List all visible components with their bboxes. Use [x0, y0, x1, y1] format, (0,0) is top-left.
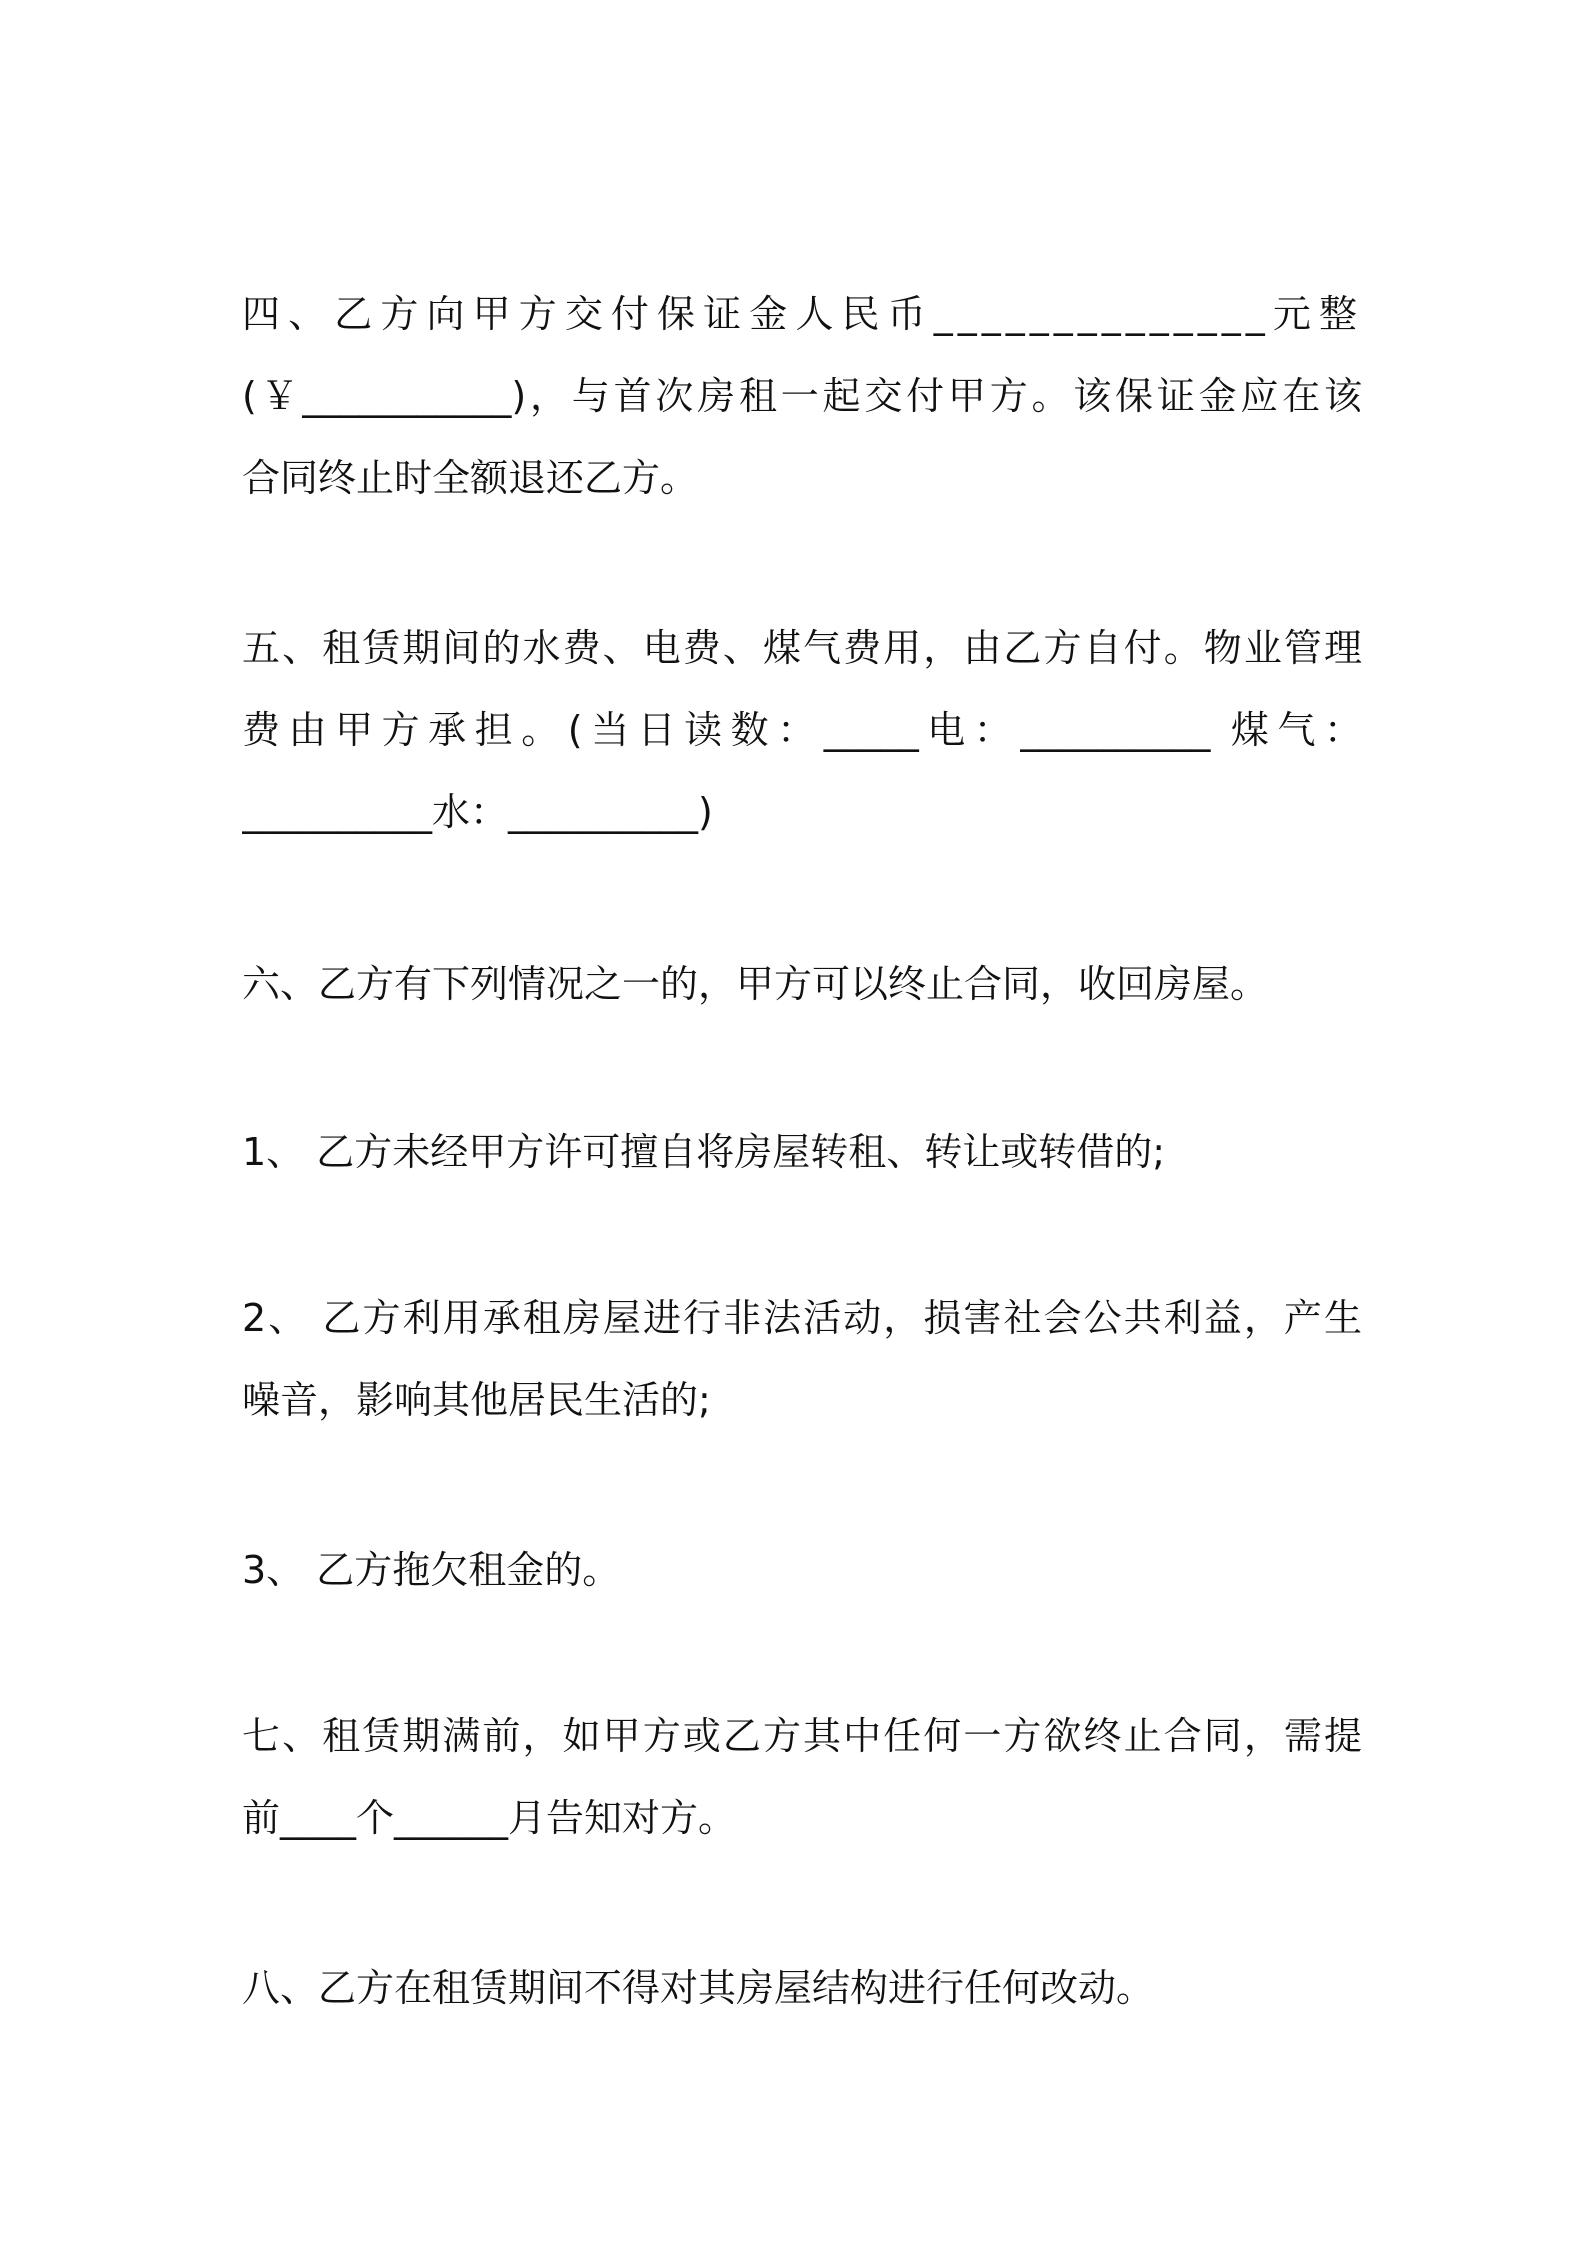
clause-4-line-3: 合同终止时全额退还乙方。: [242, 456, 699, 500]
clause-7-line-1: 七、租赁期满前，如甲方或乙方其中任何一方欲终止合同，需提: [242, 1714, 1362, 1758]
clause-5-line-3: __________水：__________): [242, 790, 713, 834]
clause-6-item-2-line-2: 噪音，影响其他居民生活的;: [242, 1378, 711, 1422]
clause-4-line-1: 四、乙方向甲方交付保证金人民币______________元整: [242, 292, 1362, 336]
clause-5-line-1: 五、租赁期间的水费、电费、煤气费用，由乙方自付。物业管理: [242, 626, 1362, 670]
clause-7-line-2: 前____个______月告知对方。: [242, 1796, 737, 1840]
clause-6-item-3: 3、 乙方拖欠租金的。: [242, 1548, 621, 1592]
clause-8-line-1: 八、乙方在租赁期间不得对其房屋结构进行任何改动。: [242, 1966, 1155, 2010]
clause-6-heading: 六、乙方有下列情况之一的，甲方可以终止合同，收回房屋。: [242, 962, 1269, 1006]
clause-6-item-2-line-1: 2、 乙方利用承租房屋进行非法活动，损害社会公共利益，产生: [242, 1296, 1362, 1340]
clause-4-line-2: (￥___________)，与首次房租一起交付甲方。该保证金应在该: [242, 374, 1362, 418]
clause-5-line-2: 费由甲方承担。(当日读数：_____电：__________ 煤气：: [242, 708, 1362, 752]
clause-6-item-1: 1、 乙方未经甲方许可擅自将房屋转租、转让或转借的;: [242, 1130, 1166, 1174]
